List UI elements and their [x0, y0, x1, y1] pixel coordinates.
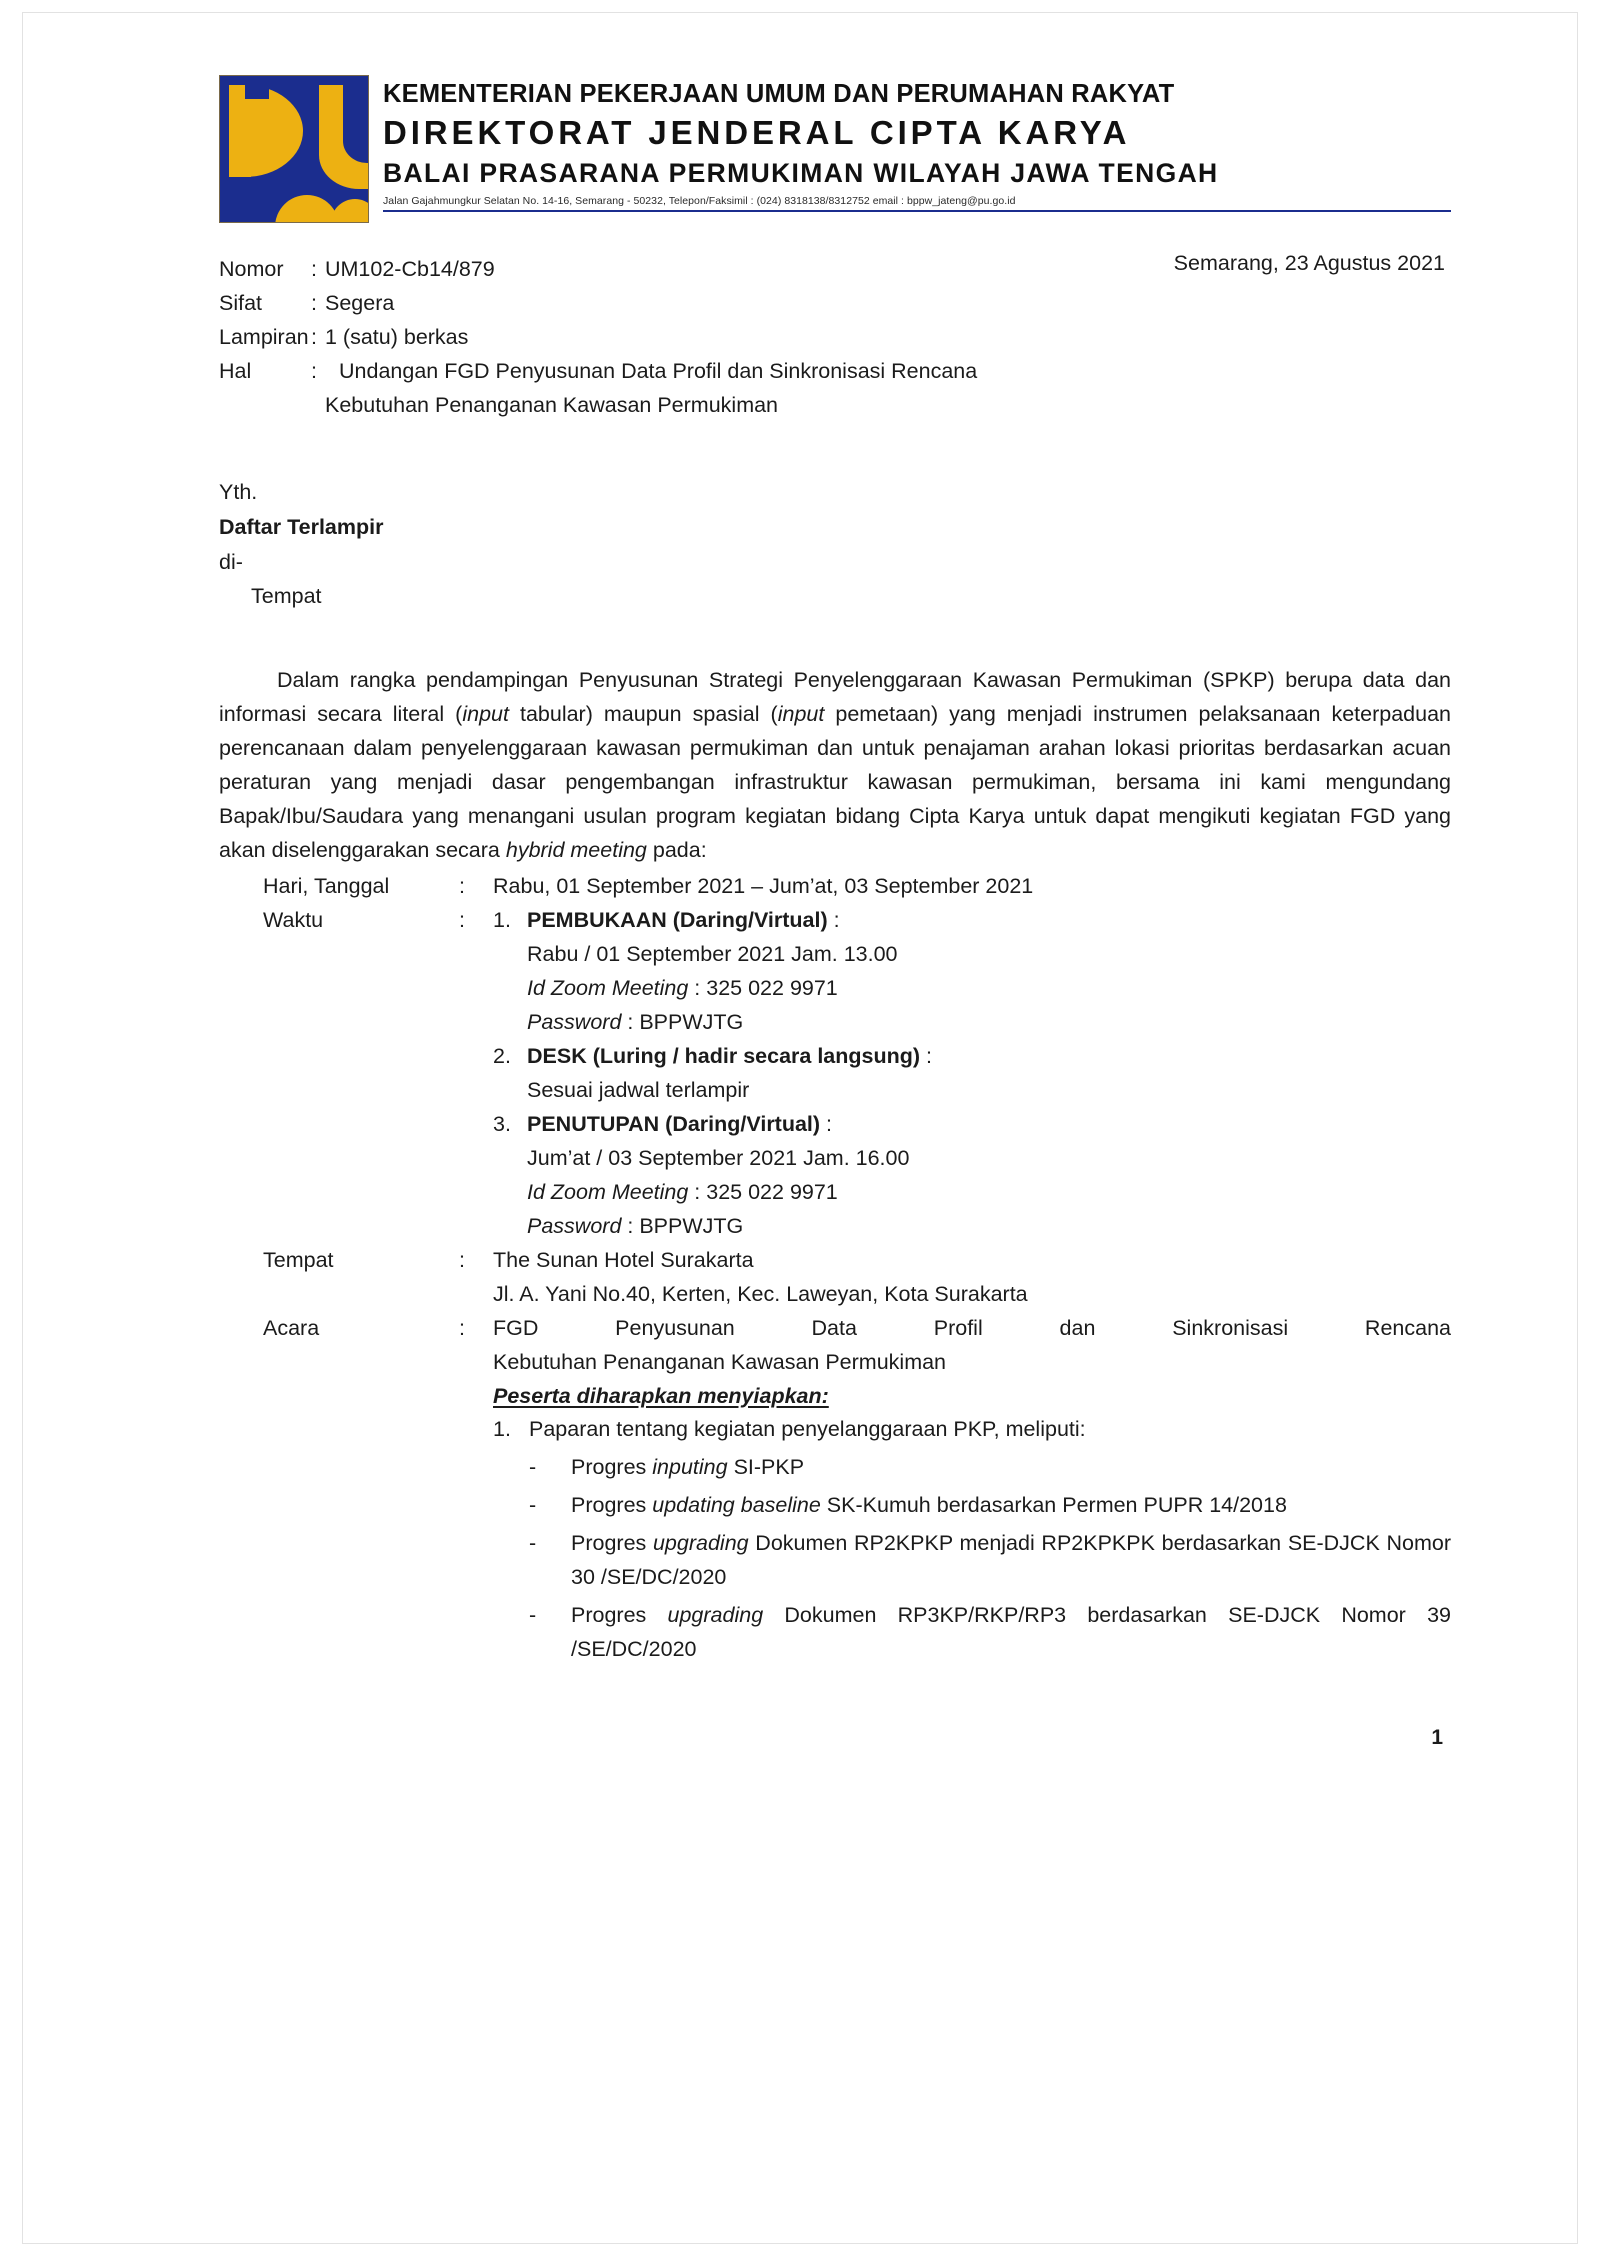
page-number: 1: [1431, 1726, 1443, 1750]
addressee-name: Daftar Terlampir: [219, 514, 384, 539]
office-address: Jalan Gajahmungkur Selatan No. 14-16, Semarang - 50232, Telepon/Faksimil : (024) 8318138/8312752 email : bppw_jateng@pu.go.id: [383, 195, 1016, 208]
hari-label: Hari, Tanggal: [263, 873, 390, 898]
sifat-value: Segera: [325, 290, 395, 315]
addressee-block: [219, 475, 1451, 614]
intro-paragraph: [219, 664, 1451, 868]
waktu-item-1-suffix: :: [827, 907, 840, 932]
meta-row-hal: [219, 355, 1451, 389]
prep-subitem-3: [529, 1527, 1451, 1595]
sub2-post: SK-Kumuh berdasarkan Permen PUPR 14/2018: [820, 1493, 1287, 1518]
detail-row-hari: [219, 870, 1451, 904]
sifat-label: Sifat: [219, 290, 263, 315]
meta-row-lampiran: [219, 321, 1451, 355]
acara-colon: :: [459, 1315, 465, 1340]
waktu-item-3-line-1: Jum’at / 03 September 2021 Jam. 16.00: [527, 1145, 910, 1170]
event-details: [219, 870, 1451, 1414]
sub3-pre: Progres: [571, 1531, 653, 1556]
waktu-item-1-line-1: Rabu / 01 September 2021 Jam. 13.00: [527, 941, 898, 966]
waktu-item-1-number: 1.: [493, 907, 511, 932]
password-value-1: : BPPWJTG: [621, 1009, 744, 1034]
bullet-dash-icon-1: -: [529, 1455, 537, 1480]
password-value-2: : BPPWJTG: [621, 1213, 744, 1238]
prep-subitem-2-text: [571, 1489, 1451, 1523]
hal-label: Hal: [219, 358, 252, 383]
waktu-item-1-line-2: [527, 972, 1451, 1006]
letterhead-text: [369, 75, 1451, 212]
waktu-item-3-line-2: [527, 1176, 1451, 1210]
sub2-italic: updating baseline: [652, 1493, 821, 1518]
acara-value: [493, 1312, 1451, 1414]
sub2-pre: Progres: [571, 1493, 653, 1518]
sub4-pre: Progres: [571, 1603, 668, 1628]
prep-item-1-text: Paparan tentang kegiatan penyelanggaraan PKP, meliputi:: [529, 1417, 1086, 1442]
directorate-name: DIREKTORAT JENDERAL CIPTA KARYA: [383, 114, 1131, 152]
hal-value-continued: Kebutuhan Penanganan Kawasan Permukiman: [325, 392, 779, 417]
waktu-item-3-title: PENUTUPAN (Daring/Virtual): [527, 1111, 821, 1136]
paper-sheet: [22, 12, 1578, 2244]
detail-row-acara: [219, 1312, 1451, 1414]
prep-subitem-2: [529, 1489, 1451, 1523]
hal-colon: :: [311, 358, 317, 383]
hari-value: Rabu, 01 September 2021 – Jum’at, 03 September 2021: [493, 873, 1034, 898]
waktu-item-3-lines: [493, 1142, 1451, 1244]
place-and-date: Semarang, 23 Agustus 2021: [1173, 251, 1445, 275]
para-italic-input-1: input: [462, 702, 509, 727]
preparation-list: [219, 1413, 1451, 1667]
di-label: di-: [219, 549, 243, 574]
para-seg-2: tabular) maupun spasial (: [508, 702, 778, 727]
prep-subitem-4-text: [571, 1599, 1451, 1667]
zoom-id-value-1: : 325 022 9971: [688, 975, 838, 1000]
nomor-value: UM102-Cb14/879: [325, 257, 495, 281]
ministry-name: KEMENTERIAN PEKERJAAN UMUM DAN PERUMAHAN RAKYAT: [383, 80, 1175, 108]
regional-office-name: BALAI PRASARANA PERMUKIMAN WILAYAH JAWA TENGAH: [383, 158, 1219, 189]
tempat-value: [493, 1244, 1451, 1312]
bullet-dash-icon-4: -: [529, 1603, 537, 1628]
para-italic-input-2: input: [777, 702, 825, 727]
waktu-item-1-line-3: [527, 1006, 1451, 1040]
meta-row-sifat: [219, 287, 1451, 321]
zoom-id-label-2: Id Zoom Meeting: [527, 1179, 689, 1204]
lampiran-label: Lampiran: [219, 324, 309, 349]
sub3-post: Dokumen RP2KPKP menjadi RP2KPKPK berdasarkan SE-DJCK Nomor 30 /SE/DC/2020: [571, 1531, 1451, 1590]
para-seg-4: pada:: [646, 838, 707, 862]
acara-label: Acara: [263, 1315, 320, 1340]
document-content: [219, 75, 1451, 1748]
bullet-dash-icon-2: -: [529, 1493, 537, 1518]
prep-subitem-3-text: [571, 1527, 1451, 1595]
bullet-dash-icon-3: -: [529, 1531, 537, 1556]
detail-row-waktu: [219, 904, 1451, 1244]
acara-line-2: Kebutuhan Penanganan Kawasan Permukiman: [493, 1349, 947, 1374]
para-seg-3: pemetaan) yang menjadi instrumen pelaksanaan keterpaduan perencanaan dalam penyelenggaraan kawasan permukiman dan untuk penajaman arahan lokasi prioritas berdasarkan acuan peraturan yang menjadi dasar pengembangan infrastruktur kawasan permukiman, bersama ini kami mengundang Bapak/Ibu/Saudara yang menangani usulan program kegiatan bidang Cipta Karya untuk dapat mengikuti kegiatan FGD yang akan diselenggarakan secara: [219, 702, 1452, 862]
waktu-item-2-line-1: Sesuai jadwal terlampir: [527, 1077, 750, 1102]
waktu-item-3-line-3: [527, 1210, 1451, 1244]
sub1-italic: inputing: [652, 1455, 728, 1480]
letterhead: [219, 75, 1451, 223]
hal-value: Undangan FGD Penyusunan Data Profil dan Sinkronisasi Rencana: [339, 358, 978, 383]
sub4-italic: upgrading: [667, 1603, 764, 1628]
hari-colon: :: [459, 873, 465, 898]
waktu-item-1-title: PEMBUKAAN (Daring/Virtual): [527, 907, 828, 932]
para-seg-1: Dalam rangka pendampingan Penyusunan Strategi Penyelenggaraan Kawasan Permukiman (SPKP) berupa data dan informasi secara literal (: [219, 668, 1451, 727]
waktu-item-2-suffix: :: [920, 1043, 932, 1068]
zoom-id-value-2: : 325 022 9971: [688, 1179, 838, 1204]
password-label-2: Password: [527, 1213, 622, 1238]
prep-sublist: [493, 1451, 1451, 1667]
waktu-value: [493, 904, 1451, 1244]
nomor-colon: :: [311, 257, 317, 281]
para-italic-hybrid: hybrid meeting: [505, 838, 647, 862]
sifat-colon: :: [311, 290, 317, 315]
password-label-1: Password: [527, 1009, 622, 1034]
prep-subitem-1: [529, 1451, 1451, 1485]
prep-subitem-1-text: [571, 1451, 1451, 1485]
waktu-label: Waktu: [263, 907, 324, 932]
tempat-colon: :: [459, 1247, 465, 1272]
addressee-place: Tempat: [251, 584, 322, 609]
letterhead-divider: [383, 210, 1451, 212]
zoom-id-label-1: Id Zoom Meeting: [527, 975, 689, 1000]
venue-address: Jl. A. Yani No.40, Kerten, Kec. Laweyan, Kota Surakarta: [493, 1281, 1028, 1306]
prep-subitem-4: [529, 1599, 1451, 1667]
detail-row-tempat: [219, 1244, 1451, 1312]
waktu-item-3-suffix: :: [820, 1111, 833, 1136]
waktu-item-3: [493, 1108, 1451, 1142]
waktu-item-1: [493, 904, 1451, 938]
lampiran-colon: :: [311, 324, 317, 349]
pupr-logo: [219, 75, 369, 223]
sub1-pre: Progres: [571, 1455, 653, 1480]
letter-meta-block: [219, 253, 1451, 423]
waktu-item-2-number: 2.: [493, 1043, 511, 1068]
sub1-post: SI-PKP: [727, 1455, 805, 1480]
prep-item-1: [493, 1413, 1451, 1447]
acara-note: Peserta diharapkan menyiapkan:: [493, 1383, 829, 1408]
tempat-label: Tempat: [263, 1247, 334, 1272]
waktu-item-2-title: DESK (Luring / hadir secara langsung): [527, 1043, 921, 1068]
yth-label: Yth.: [219, 479, 258, 504]
sub4-post: Dokumen RP3KP/RKP/RP3 berdasarkan SE-DJCK Nomor 39 /SE/DC/2020: [571, 1603, 1451, 1662]
nomor-label: Nomor: [219, 257, 284, 281]
prep-item-1-number: 1.: [493, 1417, 511, 1442]
sub3-italic: upgrading: [652, 1531, 749, 1556]
waktu-item-1-lines: [493, 938, 1451, 1040]
acara-line-1: FGD Penyusunan Data Profil dan Sinkronisasi Rencana: [493, 1315, 1451, 1340]
venue-name: The Sunan Hotel Surakarta: [493, 1247, 754, 1272]
lampiran-value: 1 (satu) berkas: [325, 324, 469, 349]
waktu-item-2: [493, 1040, 1451, 1074]
waktu-item-3-number: 3.: [493, 1111, 511, 1136]
waktu-colon: :: [459, 907, 465, 932]
waktu-item-2-lines: [493, 1074, 1451, 1108]
